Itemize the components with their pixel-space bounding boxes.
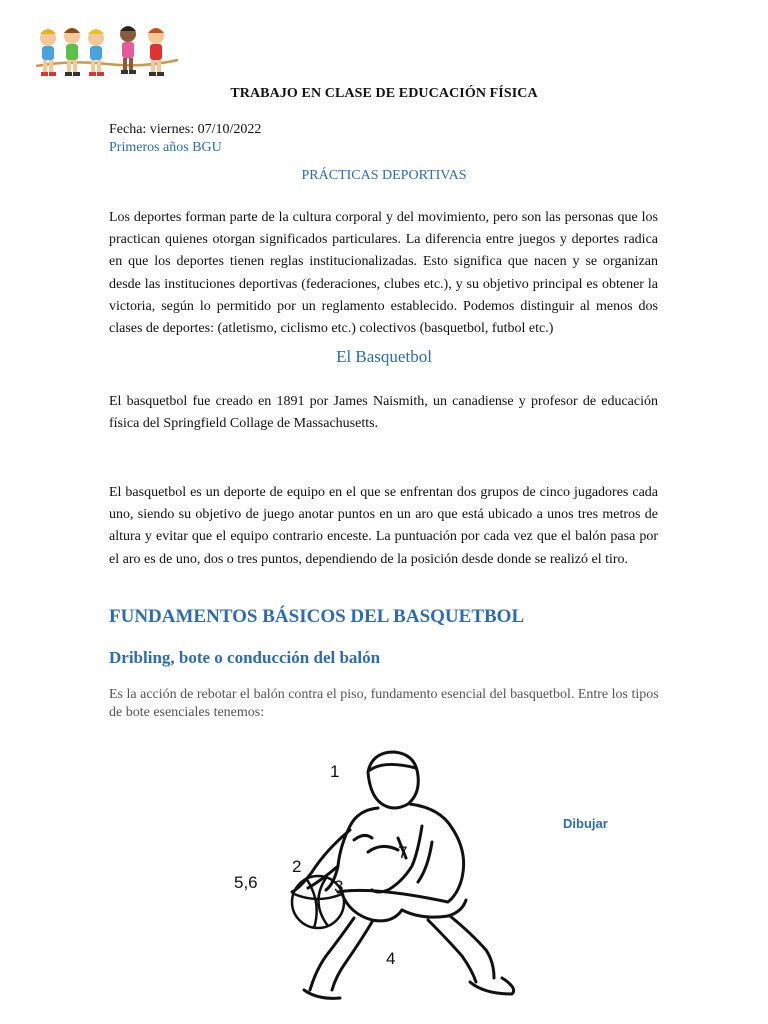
label-3: 3 [334,877,344,896]
draw-note: Dibujar [563,816,608,831]
group-line: Primeros años BGU [109,140,222,155]
date-line: Fecha: viernes: 07/10/2022 [109,122,262,137]
intro-paragraph: Los deportes forman parte de la cultura corporal y del movimiento, pero son las personas que los practican quienes otorgan significados particulares. La diferencia entre juegos y deportes radica en que los deportes tienen reglas institucionalizadas. Esto significa que nacen y se organizan desde las instituciones deportivas (federaciones, clubes etc.), y su objetivo principal es obtener la victoria, según lo permitido por un reglamento establecido. Podemos distinguir al menos dos clases de deportes: (atletismo, ciclismo etc.) colectivos (basquetbol, futbol etc.) [109,210,658,337]
label-1: 1 [330,762,340,781]
dribling-paragraph: Es la acción de rebotar el balón contra el piso, fundamento esencial del basquetbol. Entre los tipos de bote esenciales tenemos: [109,687,659,720]
basquetbol-heading: El Basquetbol [336,347,432,366]
label-5-6: 5,6 [234,873,258,892]
children-tug-of-war-logo [32,20,182,84]
label-7: 7 [398,843,408,862]
label-2: 2 [292,857,302,876]
section-subtitle: PRÁCTICAS DEPORTIVAS [301,168,467,183]
rules-paragraph: El basquetbol es un deporte de equipo en el que se enfrentan dos grupos de cinco jugadores cada uno, siendo su objetivo de juego anotar puntos en un aro que está ubicado a unos tres metros de altura y evitar que el equipo contrario enceste. La puntuación por cada vez que el balón pasa por el aro es de uno, dos o tres puntos, dependiendo de la posición desde donde se realizó el tiro. [109,485,658,567]
document-title: TRABAJO EN CLASE DE EDUCACIÓN FÍSICA [230,86,538,101]
history-paragraph: El basquetbol fue creado en 1891 por James Naismith, un canadiense y profesor de educación física del Springfield Collage de Massachusetts. [109,394,658,432]
label-4: 4 [386,949,396,968]
fundamentos-heading: FUNDAMENTOS BÁSICOS DEL BASQUETBOL [109,606,525,627]
dribling-heading: Dribling, bote o conducción del balón [109,648,381,667]
basketball-player-drawing [222,742,552,1020]
